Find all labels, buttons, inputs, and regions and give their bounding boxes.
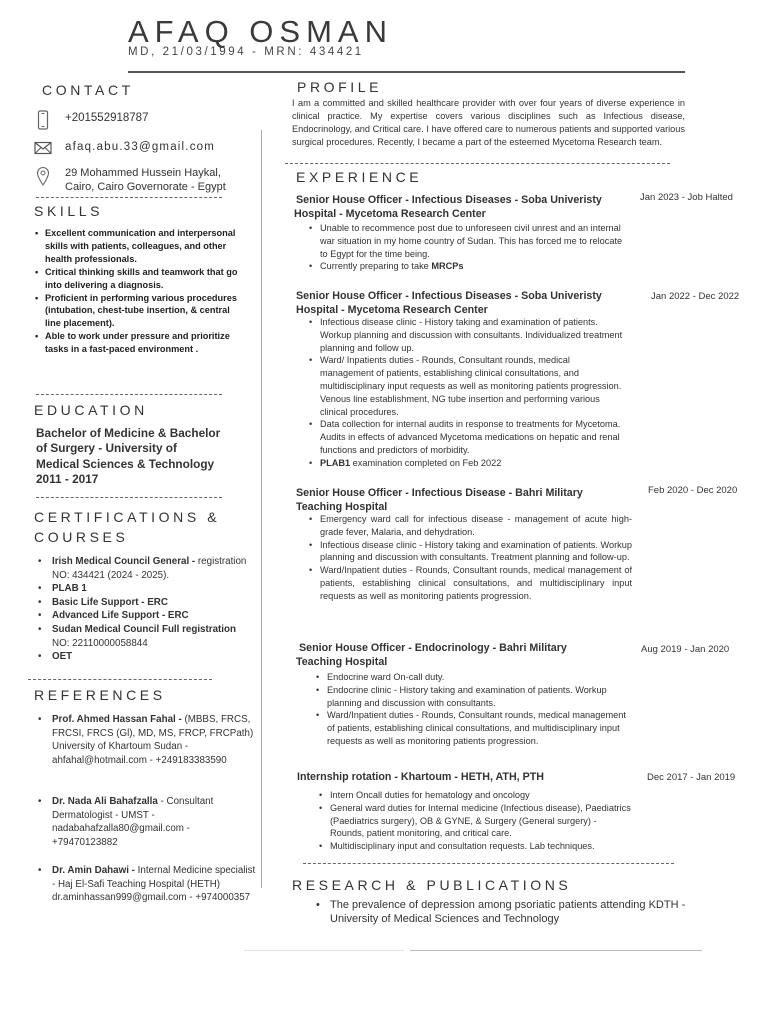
research-heading: RESEARCH & PUBLICATIONS	[292, 877, 572, 893]
education-entry	[36, 426, 241, 487]
certification-item: • Sudan Medical Council Full registration NO: 22110000058844	[38, 623, 253, 650]
footer-rule	[410, 950, 702, 951]
certification-item: • PLAB 1	[38, 582, 253, 596]
certification-item: • OET	[38, 650, 253, 664]
duty-item: • PLAB1 examination completed on Feb 2022	[308, 457, 626, 470]
job-title: Senior House Officer - Infectious Disease - Bahri Military Teaching Hospital	[296, 487, 583, 514]
contact-address-row	[33, 166, 226, 194]
job-title: Senior House Officer - Infectious Diseases - Soba Univeristy Hospital - Mycetoma Research Center	[296, 290, 602, 317]
experience-heading: EXPERIENCE	[296, 169, 423, 185]
skills-heading: SKILLS	[34, 203, 104, 219]
skill-item: • Able to work under pressure and prioritize tasks in a fast-paced environment .	[35, 330, 240, 356]
education-line: Medical Sciences & Technology	[36, 456, 215, 471]
contact-address-line1: 29 Mohammed Hussein Haykal,	[65, 167, 221, 179]
reference-item: • Dr. Amin Dahawi - Internal Medicine specialist - Haj El-Safi Teaching Hospital (HETH) dr.aminhassan999@gmail.com - +974000357	[38, 864, 258, 905]
certifications-heading-line2: COURSES	[34, 529, 129, 545]
job-title: Senior House Officer - Endocrinology - Bahri Military Teaching Hospital	[296, 642, 567, 669]
job-date: Aug 2019 - Jan 2020	[641, 644, 730, 655]
contact-email-row	[33, 141, 215, 155]
job-duties	[308, 316, 626, 470]
job-duties	[318, 789, 633, 853]
job-duties	[315, 671, 627, 748]
contact-phone-row	[33, 110, 148, 130]
job-date: Dec 2017 - Jan 2019	[647, 772, 736, 783]
job-date: Feb 2020 - Dec 2020	[648, 485, 738, 496]
duty-item: • Emergency ward call for infectious disease - management of acute high-grade fever, Malaria, and dehydration.	[308, 513, 632, 539]
column-divider	[261, 130, 262, 888]
duty-item: • Data collection for internal audits in response to treatments for Mycetoma. Audits in effects of advanced Mycetoma medications on hepatic and renal functions and predictors of morbidity.	[308, 418, 626, 456]
certifications-heading: CERTIFICATIONS &	[34, 509, 221, 525]
divider	[36, 497, 222, 498]
education-years: 2011 - 2017	[36, 471, 99, 486]
duty-item: • Endocrine ward On-call duty.	[315, 671, 627, 684]
duty-item: • Currently preparing to take MRCPs	[308, 260, 626, 273]
contact-heading: CONTACT	[42, 82, 134, 98]
certification-item: • Irish Medical Council General - registration NO: 434421 (2024 - 2025).	[38, 555, 253, 582]
job-date: Jan 2023 - Job Halted	[640, 192, 733, 203]
job-duties	[308, 222, 626, 273]
education-line: of Surgery - University of	[36, 441, 177, 456]
reference-item: • Prof. Ahmed Hassan Fahal - (MBBS, FRCS, FRCSI, FRCS (Gl), MD, MS, FRCP, FRCPath) University of Khartoum Sudan - ahfahal@hotmail.com - +249183383590	[38, 713, 258, 768]
certification-item: • Advanced Life Support - ERC	[38, 609, 253, 623]
job-title: Senior House Officer - Infectious Diseases - Soba Univeristy Hospital - Mycetoma Research Center	[294, 194, 602, 221]
certification-item: • Basic Life Support - ERC	[38, 596, 253, 610]
duty-item: • Unable to recommence post due to unforeseen civil unrest and an internal war situation in my home country of Sudan. This has forced me to relocate to Egypt for the time being.	[308, 222, 626, 260]
contact-phone[interactable]: +201552918787	[65, 112, 149, 124]
research-list	[316, 899, 716, 926]
duty-item: • Multidisciplinary input and consultation requests. Lab techniques.	[318, 840, 633, 853]
job-duties	[308, 513, 632, 603]
skill-item: • Proficient in performing various procedures (intubation, chest-tube insertion, & central line placement).	[35, 292, 240, 331]
mail-icon	[33, 141, 53, 155]
profile-heading: PROFILE	[297, 79, 383, 95]
duty-item: • Ward/ Inpatients duties - Rounds, Consultant rounds, medical management of patients, establishing clinical consultations, and multidisciplinary input requests as well as monitoring patients progression. Venous line establishment, NG tube insertion and performing various clinical procedures.	[308, 354, 626, 418]
contact-email[interactable]: afaq.abu.33@gmail.com	[65, 141, 216, 153]
education-heading: EDUCATION	[34, 402, 148, 418]
divider	[36, 394, 222, 395]
divider	[285, 163, 670, 164]
divider	[303, 863, 674, 864]
references-heading: REFERENCES	[34, 687, 166, 703]
duty-item: • Intern Oncall duties for hematology and oncology	[318, 789, 633, 802]
contact-address-line2: Cairo, Cairo Governorate - Egypt	[65, 181, 226, 193]
duty-item: • Ward/Inpatient duties - Rounds, Consultant rounds, medical management of patients, establishing clinical consultations, and multidisciplinary input requests as well as monitoring patients progression.	[315, 709, 627, 747]
education-line: Bachelor of Medicine & Bachelor	[36, 426, 221, 440]
reference-item: • Dr. Nada Ali Bahafzalla - Consultant Dermatologist - UMST - nadabahafzalla80@gmail.com - +79470123882	[38, 795, 258, 850]
location-pin-icon	[33, 166, 53, 186]
candidate-subline: MD, 21/03/1994 - MRN: 434421	[128, 46, 364, 58]
certifications-list	[38, 555, 253, 664]
job-title: Internship rotation - Khartoum - HETH, ATH, PTH	[297, 771, 544, 783]
duty-item: • Infectious disease clinic - History taking and examination of patients. Workup planning and discussion with consultants. Treatment planning and follow-up.	[308, 539, 632, 565]
divider	[28, 679, 212, 680]
skill-item: • Critical thinking skills and teamwork that go into delivering a diagnosis.	[35, 266, 240, 292]
phone-icon	[33, 110, 53, 130]
header-rule	[128, 71, 685, 73]
skill-item: • Excellent communication and interpersonal skills with patients, colleagues, and other health professionals.	[35, 227, 240, 266]
duty-item: • Endocrine clinic - History taking and examination of patients. Workup planning and discussion with consultants.	[315, 684, 627, 710]
skills-list	[35, 227, 240, 356]
research-item: • The prevalence of depression among psoriatic patients attending KDTH - University of Medical Sciences and Technology	[316, 899, 716, 926]
duty-item: • Infectious disease clinic - History taking and examination of patients. Workup planning and discussion with consultants. Individualized treatment planning and follow up.	[308, 316, 626, 354]
footer-rule	[244, 950, 404, 951]
job-date: Jan 2022 - Dec 2022	[651, 291, 740, 302]
duty-item: • Ward/Inpatient duties - Rounds, Consultant rounds, medical management of patients, establishing clinical consultations, and multidisciplinary input requests as well as monitoring patients progression.	[308, 564, 632, 602]
divider	[36, 197, 222, 198]
duty-item: • General ward duties for Internal medicine (Infectious disease), Paediatrics (Paediatrics surgery), OB & GYNE, & Surgery (General surgery) - Rounds, patient monitoring, and critical care.	[318, 802, 633, 840]
candidate-name: AFAQ OSMAN	[128, 14, 393, 49]
profile-text: I am a committed and skilled healthcare provider with over four years of diverse experience in clinical practice. My expertise covers various disciplines such as Infectious disease, Endocrinology, and Critical care. I have offered care to numerous patients and supported various surgical procedures. Recently, I became a part of the esteemed Mycetoma Research team.	[292, 98, 685, 147]
